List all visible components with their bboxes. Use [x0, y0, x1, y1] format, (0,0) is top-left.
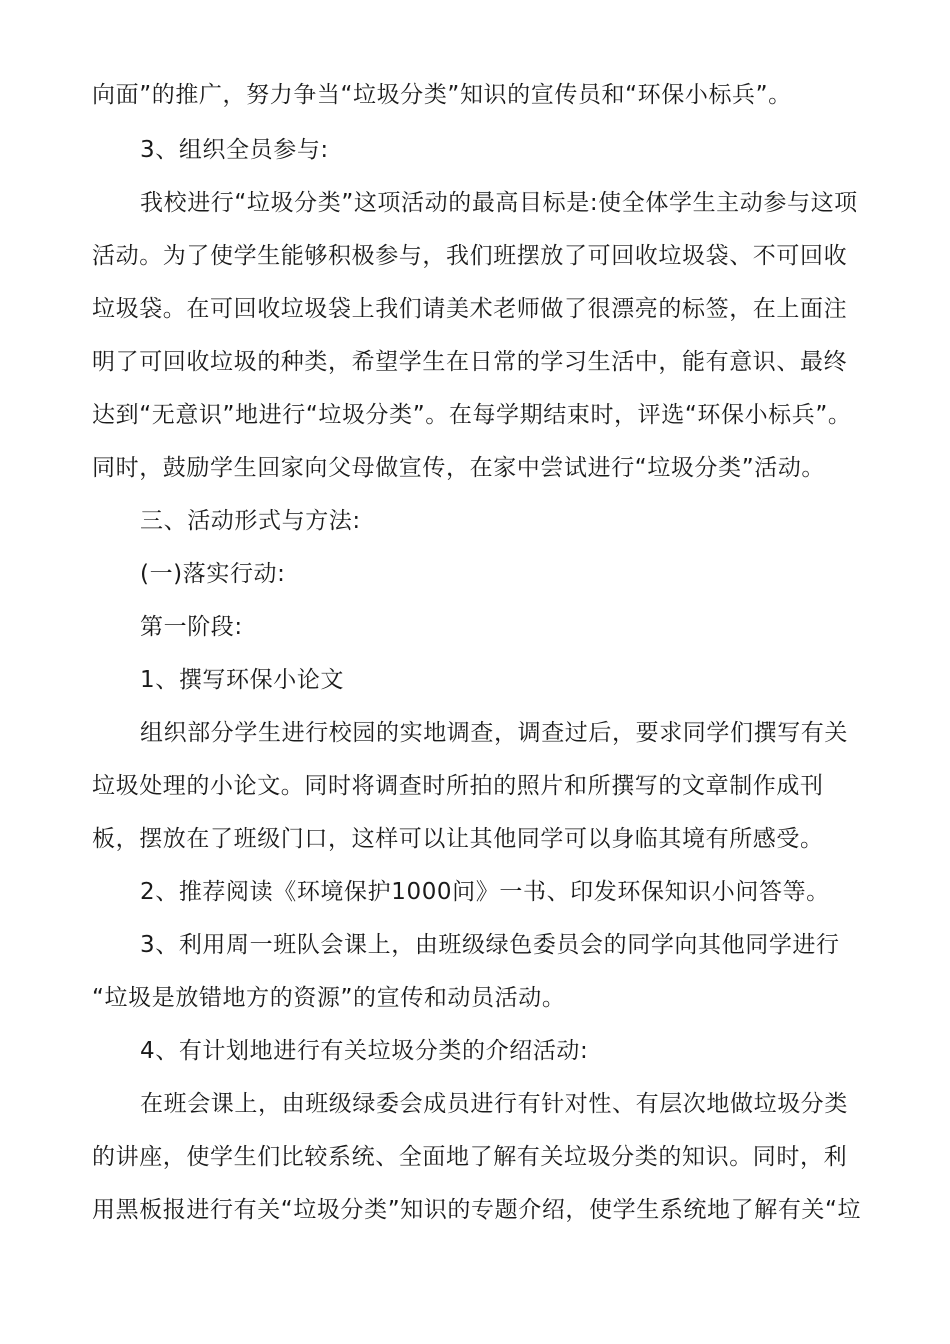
list-item-heading: 1、撰写环保小论文 — [140, 667, 345, 693]
paragraph-line: 活动。为了使学生能够积极参与，我们班摆放了可回收垃圾袋、不可回收 — [92, 243, 848, 269]
paragraph-line: 明了可回收垃圾的种类，希望学生在日常的学习生活中，能有意识、最终 — [92, 349, 848, 375]
paragraph-line: 在班会课上，由班级绿委会成员进行有针对性、有层次地做垃圾分类 — [140, 1091, 848, 1117]
paragraph-line: 我校进行“垃圾分类”这项活动的最高目标是:使全体学生主动参与这项 — [140, 190, 858, 216]
paragraph-line: 用黑板报进行有关“垃圾分类”知识的专题介绍，使学生系统地了解有关“垃 — [92, 1197, 862, 1223]
paragraph-line: 同时，鼓励学生回家向父母做宣传，在家中尝试进行“垃圾分类”活动。 — [92, 455, 826, 481]
paragraph-line: “垃圾是放错地方的资源”的宣传和动员活动。 — [92, 985, 566, 1011]
paragraph-line: 垃圾处理的小论文。同时将调查时所拍的照片和所撰写的文章制作成刊 — [92, 773, 824, 799]
paragraph-line: 组织部分学生进行校园的实地调查，调查过后，要求同学们撰写有关 — [140, 720, 848, 746]
section-heading: 三、活动形式与方法: — [140, 508, 361, 534]
list-item: 3、利用周一班队会课上，由班级绿色委员会的同学向其他同学进行 — [140, 932, 840, 958]
paragraph-line: 板，摆放在了班级门口，这样可以让其他同学可以身临其境有所感受。 — [92, 826, 824, 852]
list-item: 2、推荐阅读《环境保护1000问》一书、印发环保知识小问答等。 — [140, 879, 830, 905]
paragraph-line: 的讲座，使学生们比较系统、全面地了解有关垃圾分类的知识。同时，利 — [92, 1144, 848, 1170]
list-item-heading: 3、组织全员参与: — [140, 137, 329, 163]
paragraph-line: 达到“无意识”地进行“垃圾分类”。在每学期结束时，评选“环保小标兵”。 — [92, 402, 852, 428]
paragraph-line: 垃圾袋。在可回收垃圾袋上我们请美术老师做了很漂亮的标签，在上面注 — [92, 296, 848, 322]
list-item-heading: 4、有计划地进行有关垃圾分类的介绍活动: — [140, 1038, 589, 1064]
text-line: 向面”的推广，努力争当“垃圾分类”知识的宣传员和“环保小标兵”。 — [92, 82, 792, 108]
subsection-heading: (一)落实行动: — [140, 561, 286, 587]
stage-heading: 第一阶段: — [140, 614, 243, 640]
